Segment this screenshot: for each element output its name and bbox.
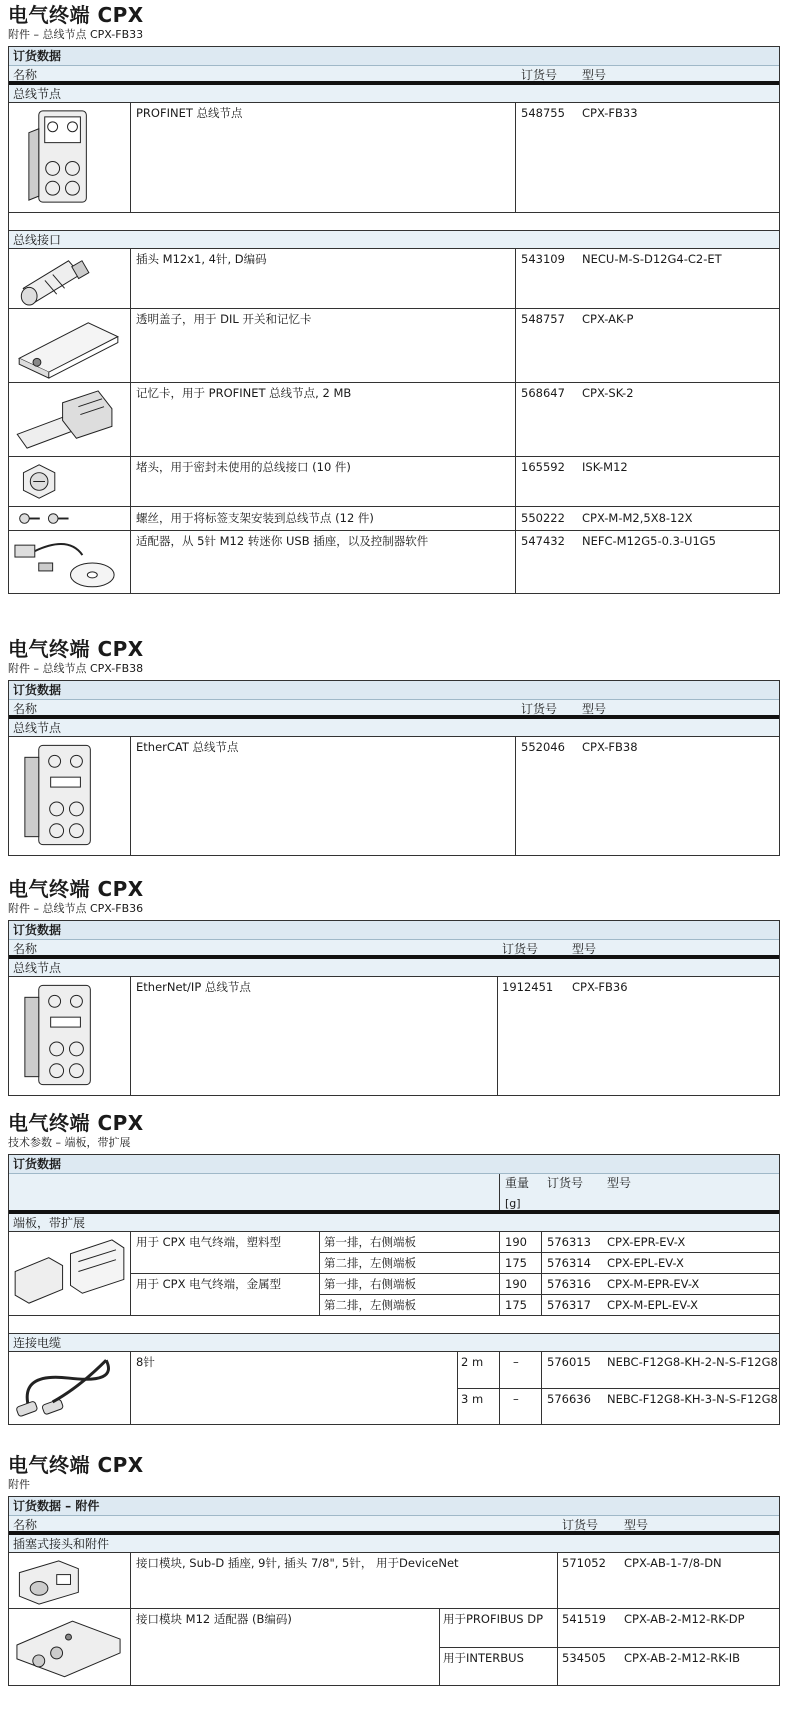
section-end-plates — [8, 1112, 780, 1425]
interface-module-icon — [9, 1553, 131, 1608]
group-label: 端板，带扩展 — [9, 1214, 779, 1232]
item-type: CPX-M-EPL-EV-X — [607, 1298, 698, 1312]
table-row — [9, 249, 779, 309]
item-order: 552046 — [521, 740, 565, 754]
spacer — [9, 1316, 779, 1334]
item-type: CPX-EPL-EV-X — [607, 1256, 684, 1270]
section-subtitle: 附件 – 总线节点 CPX-FB38 — [8, 662, 144, 675]
item-name: 螺丝，用于将标签支架安装到总线节点 (12 件) — [136, 511, 374, 525]
item-order: 576015 — [547, 1355, 591, 1369]
col-order: 订货号 — [521, 68, 558, 82]
section-title: 电气终端 CPX — [8, 3, 144, 27]
column-header-row — [9, 1174, 779, 1214]
cable-rows — [9, 1352, 779, 1424]
order-table — [8, 680, 780, 856]
item-type: CPX-EPR-EV-X — [607, 1235, 686, 1249]
table-row — [9, 103, 779, 213]
col-name: 名称 — [13, 942, 38, 956]
item-length: 2 m — [461, 1355, 484, 1369]
item-type: NEFC-M12G5-0.3-U1G5 — [582, 534, 716, 548]
item-weight: 190 — [505, 1235, 527, 1249]
m12-adapter-icon — [9, 1609, 131, 1685]
item-order: 548755 — [521, 106, 565, 120]
item-order: 576636 — [547, 1392, 591, 1406]
section-cpx-fb33 — [8, 4, 780, 594]
item-name: 适配器，从 5针 M12 转迷你 USB 插座，以及控制器软件 — [136, 534, 429, 548]
section-title: 电气终端 CPX — [8, 1111, 144, 1135]
section-title: 电气终端 CPX — [8, 877, 144, 901]
table-header: 订货数据 — [9, 681, 779, 700]
table-row — [9, 507, 779, 531]
group-label: 总线节点 — [9, 959, 779, 977]
item-type: NEBC-F12G8-KH-3-N-S-F12G8 — [607, 1392, 778, 1406]
section-cpx-fb38 — [8, 638, 780, 856]
order-table — [8, 1154, 780, 1425]
item-type: ISK-M12 — [582, 460, 628, 474]
item-name: EtherNet/IP 总线节点 — [136, 980, 251, 994]
col-weight-unit: [g] — [505, 1197, 521, 1210]
memory-card-icon — [9, 383, 131, 456]
col-order: 订货号 — [562, 1518, 599, 1532]
table-row — [9, 309, 779, 383]
item-type: CPX-M-EPR-EV-X — [607, 1277, 700, 1291]
item-sub: 第二排，左侧端板 — [324, 1256, 416, 1270]
item-weight: – — [513, 1355, 519, 1369]
section-cpx-fb36 — [8, 878, 780, 1096]
item-order: 547432 — [521, 534, 565, 548]
table-row — [9, 737, 779, 855]
item-order: 576313 — [547, 1235, 591, 1249]
section-subtitle: 技术参数 – 端板，带扩展 — [8, 1136, 131, 1149]
col-order: 订货号 — [521, 702, 558, 716]
group-label: 总线接口 — [9, 231, 779, 249]
column-header-row — [9, 700, 779, 719]
end-plate-rows — [9, 1232, 779, 1316]
item-type: CPX-FB36 — [572, 980, 628, 994]
cable-icon — [9, 1352, 131, 1424]
m12-adapter-rows — [9, 1609, 779, 1685]
col-type: 型号 — [624, 1518, 649, 1532]
item-order: 548757 — [521, 312, 565, 326]
item-desc: 8针 — [136, 1355, 155, 1369]
bus-node-icon — [9, 977, 131, 1095]
col-type: 型号 — [582, 68, 607, 82]
col-name: 名称 — [13, 702, 38, 716]
table-header: 订货数据 — [9, 921, 779, 940]
section-subtitle: 附件 – 总线节点 CPX-FB33 — [8, 28, 144, 41]
item-order: 165592 — [521, 460, 565, 474]
group-label: 总线节点 — [9, 719, 779, 737]
item-order: 543109 — [521, 252, 565, 266]
item-order: 576314 — [547, 1256, 591, 1270]
item-order: 550222 — [521, 511, 565, 525]
table-header: 订货数据 – 附件 — [9, 1497, 779, 1516]
column-header-row — [9, 66, 779, 85]
column-header-row — [9, 1516, 779, 1535]
item-length: 3 m — [461, 1392, 484, 1406]
adapter-icon — [9, 531, 131, 593]
item-name: 接口模块, Sub-D 插座, 9针, 插头 7/8", 5针， 用于DeviceNet — [136, 1556, 459, 1570]
item-sub: 第一排，右侧端板 — [324, 1277, 416, 1291]
plug-icon — [9, 249, 131, 308]
item-for: 用于INTERBUS — [443, 1651, 524, 1665]
item-type: CPX-AB-1-7/8-DN — [624, 1556, 722, 1570]
item-name: 记忆卡，用于 PROFINET 总线节点, 2 MB — [136, 386, 352, 400]
item-desc: 用于 CPX 电气终端，金属型 — [136, 1277, 282, 1291]
spacer — [9, 213, 779, 231]
group-label: 插塞式接头和附件 — [9, 1535, 779, 1553]
section-title: 电气终端 CPX — [8, 637, 144, 661]
section-accessories — [8, 1454, 780, 1686]
col-order: 订货号 — [547, 1176, 584, 1190]
column-header-row — [9, 940, 779, 959]
screw-icon — [9, 507, 131, 530]
end-plate-icon — [9, 1232, 131, 1315]
item-order: 1912451 — [502, 980, 554, 994]
col-name: 名称 — [13, 1518, 38, 1532]
item-type: NECU-M-S-D12G4-C2-ET — [582, 252, 722, 266]
item-order: 534505 — [562, 1651, 606, 1665]
item-name: 透明盖子，用于 DIL 开关和记忆卡 — [136, 312, 312, 326]
item-order: 568647 — [521, 386, 565, 400]
item-type: NEBC-F12G8-KH-2-N-S-F12G8 — [607, 1355, 778, 1369]
section-title: 电气终端 CPX — [8, 1453, 144, 1477]
col-type: 型号 — [572, 942, 597, 956]
table-header: 订货数据 — [9, 47, 779, 66]
col-order: 订货号 — [502, 942, 539, 956]
item-type: CPX-FB38 — [582, 740, 638, 754]
table-row — [9, 457, 779, 507]
table-header: 订货数据 — [9, 1155, 779, 1174]
table-row — [9, 1553, 779, 1609]
item-name: 插头 M12x1, 4针, D编码 — [136, 252, 267, 266]
item-order: 571052 — [562, 1556, 606, 1570]
order-table — [8, 920, 780, 1096]
item-type: CPX-AB-2-M12-RK-IB — [624, 1651, 740, 1665]
col-name: 名称 — [13, 68, 38, 82]
item-order: 541519 — [562, 1612, 606, 1626]
item-name: EtherCAT 总线节点 — [136, 740, 239, 754]
item-order: 576316 — [547, 1277, 591, 1291]
cover-icon — [9, 309, 131, 382]
item-for: 用于PROFIBUS DP — [443, 1612, 544, 1626]
item-weight: – — [513, 1392, 519, 1406]
item-weight: 190 — [505, 1277, 527, 1291]
group-label: 总线节点 — [9, 85, 779, 103]
item-sub: 第一排，右侧端板 — [324, 1235, 416, 1249]
item-type: CPX-SK-2 — [582, 386, 634, 400]
item-type: CPX-FB33 — [582, 106, 638, 120]
col-type: 型号 — [582, 702, 607, 716]
col-weight: 重量 — [505, 1176, 530, 1190]
item-name: PROFINET 总线节点 — [136, 106, 243, 120]
item-type: CPX-AB-2-M12-RK-DP — [624, 1612, 745, 1626]
bus-node-icon — [9, 737, 131, 855]
order-table — [8, 46, 780, 594]
group-label: 连接电缆 — [9, 1334, 779, 1352]
item-type: CPX-AK-P — [582, 312, 634, 326]
item-weight: 175 — [505, 1256, 527, 1270]
table-row — [9, 977, 779, 1095]
item-weight: 175 — [505, 1298, 527, 1312]
table-row — [9, 383, 779, 457]
item-name: 堵头，用于密封未使用的总线接口 (10 件) — [136, 460, 351, 474]
bus-node-icon — [9, 103, 131, 212]
order-table — [8, 1496, 780, 1686]
section-subtitle: 附件 – 总线节点 CPX-FB36 — [8, 902, 144, 915]
section-subtitle: 附件 — [8, 1478, 30, 1491]
cap-icon — [9, 457, 131, 506]
col-type: 型号 — [607, 1176, 632, 1190]
table-row — [9, 531, 779, 593]
item-name: 接口模块 M12 适配器 (B编码) — [136, 1612, 292, 1626]
item-sub: 第二排，左侧端板 — [324, 1298, 416, 1312]
item-type: CPX-M-M2,5X8-12X — [582, 511, 693, 525]
item-order: 576317 — [547, 1298, 591, 1312]
item-desc: 用于 CPX 电气终端，塑料型 — [136, 1235, 282, 1249]
